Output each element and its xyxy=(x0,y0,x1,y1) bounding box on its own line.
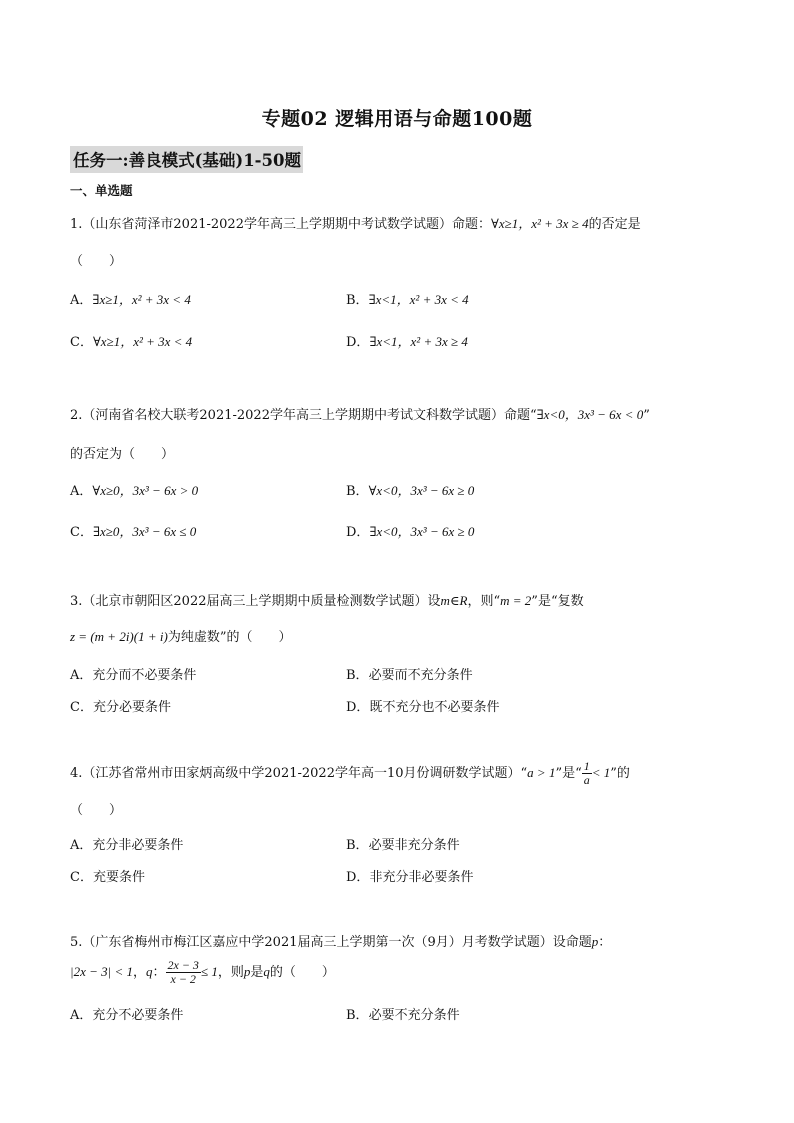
question-source: （北京市朝阳区2022届高三上学期期中质量检测数学试题） xyxy=(82,594,428,609)
question-number: 2. xyxy=(70,408,83,423)
question-number: 3. xyxy=(70,594,83,609)
option-d: D．∃x<1，x² + 3x ≥ 4 xyxy=(346,334,468,350)
task-heading: 任务一:善良模式(基础)1-50题 xyxy=(70,146,303,173)
question-source: （山东省菏泽市2021-2022学年高三上学期期中考试数学试题） xyxy=(82,217,452,232)
question-2-line2: 的否定为（ ） xyxy=(70,447,175,462)
question-5-stem: 5.（广东省梅州市梅江区嘉应中学2021届高三上学期第一次（9月）月考数学试题）设命题p： xyxy=(70,934,612,950)
option-d: D．既不充分也不必要条件 xyxy=(346,700,500,715)
option-a: A．充分不必要条件 xyxy=(70,1008,184,1023)
question-source: （江苏省常州市田家炳高级中学2021-2022学年高一10月份调研数学试题） xyxy=(82,766,521,781)
question-number: 1. xyxy=(70,217,83,232)
option-b: B．∀x<0，3x³ − 6x ≥ 0 xyxy=(346,483,475,499)
option-a: A．充分而不必要条件 xyxy=(70,668,197,683)
option-b: B．必要非充分条件 xyxy=(346,838,460,853)
question-3-line2: z = (m + 2i)(1 + i)为纯虚数”的（ ） xyxy=(70,629,292,645)
question-source: （河南省名校大联考2021-2022学年高三上学期期中考试文科数学试题） xyxy=(82,408,504,423)
option-d: D．∃x<0，3x³ − 6x ≥ 0 xyxy=(346,524,475,540)
fraction: $\frac{2x - 3}{x - 2}$ xyxy=(167,958,199,986)
option-d: D．非充分非必要条件 xyxy=(346,870,474,885)
question-number: 5. xyxy=(70,935,83,950)
section-heading: 一、单选题 xyxy=(70,183,133,198)
question-1-paren: （ ） xyxy=(70,254,123,269)
fraction: $\frac{1}{a}$ xyxy=(583,759,590,787)
option-a: A．充分非必要条件 xyxy=(70,838,184,853)
question-source: （广东省梅州市梅江区嘉应中学2021届高三上学期第一次（9月）月考数学试题） xyxy=(82,935,553,950)
option-c: C．充要条件 xyxy=(70,870,145,885)
option-c: C．∀x≥1，x² + 3x < 4 xyxy=(70,334,193,350)
question-number: 4. xyxy=(70,766,83,781)
option-a: A．∀x≥0，3x³ − 6x > 0 xyxy=(70,483,199,499)
math-expression: ∀x≥1，x² + 3x ≥ 4 xyxy=(490,216,589,231)
math-expression: ∃x<0，3x³ − 6x < 0 xyxy=(536,407,644,422)
option-b: B．∃x<1，x² + 3x < 4 xyxy=(346,292,469,308)
math-expression: z = (m + 2i)(1 + i) xyxy=(70,629,168,644)
question-2-stem: 2.（河南省名校大联考2021-2022学年高三上学期期中考试文科数学试题）命题“∃x<0，3x³ − 6x < 0” xyxy=(70,407,650,423)
option-b: B．必要不充分条件 xyxy=(346,1008,460,1023)
question-1-stem: 1.（山东省菏泽市2021-2022学年高三上学期期中考试数学试题）命题：∀x≥1，x² + 3x ≥ 4的否定是 xyxy=(70,216,641,232)
question-3-stem: 3.（北京市朝阳区2022届高三上学期期中质量检测数学试题）设m∈R，则“m = 2”是“复数 xyxy=(70,593,584,609)
question-4-paren: （ ） xyxy=(70,803,123,818)
page-title: 专题02 逻辑用语与命题100题 xyxy=(261,108,533,130)
option-b: B．必要而不充分条件 xyxy=(346,668,473,683)
option-c: C．∃x≥0，3x³ − 6x ≤ 0 xyxy=(70,524,197,540)
option-a: A．∃x≥1，x² + 3x < 4 xyxy=(70,292,191,308)
option-c: C．充分必要条件 xyxy=(70,700,171,715)
question-5-line2: |2x − 3| < 1，q： $\frac{2x - 3}{x - 2}$ ≤ 1，则p是q的（ ） xyxy=(70,958,335,986)
question-4-stem: 4.（江苏省常州市田家炳高级中学2021-2022学年高一10月份调研数学试题）“a > 1”是“ $\frac{1}{a}$ < 1”的 xyxy=(70,759,630,787)
